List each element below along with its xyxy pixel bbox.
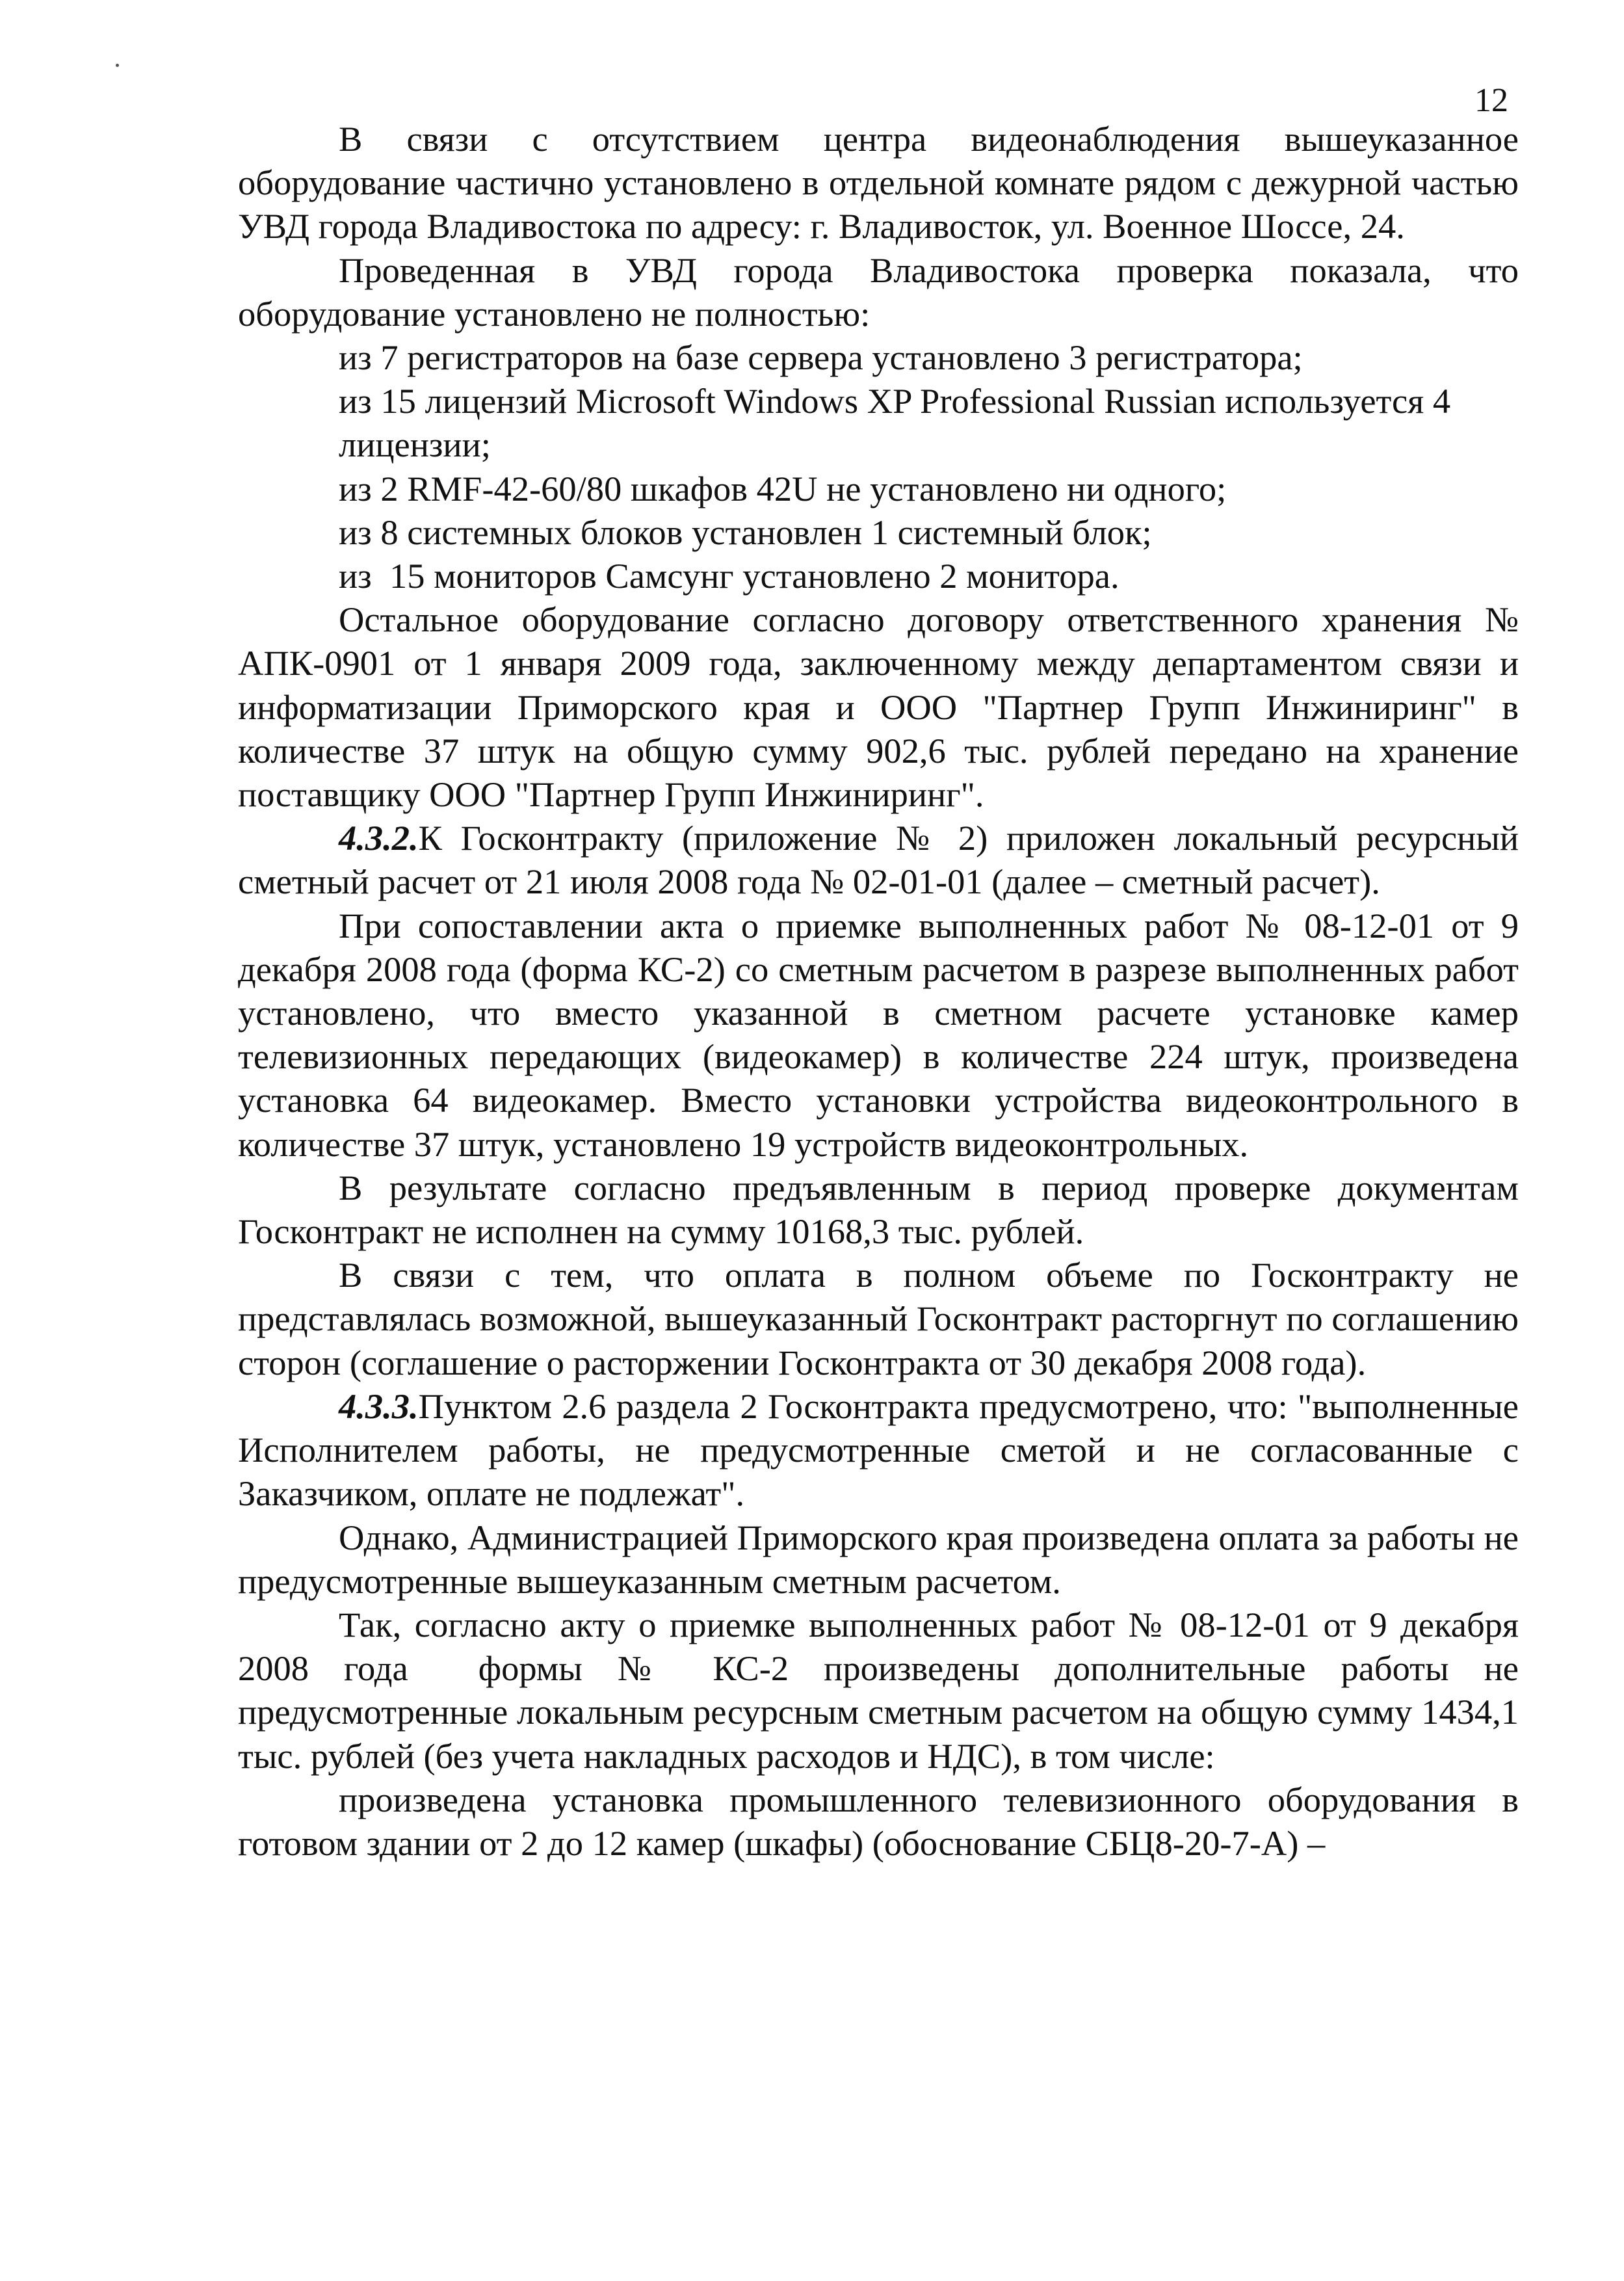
paragraph-inspection-result: Проведенная в УВД города Владивостока проверка показала, что оборудование установлено не полностью: xyxy=(238,250,1519,334)
page-number: 12 xyxy=(1474,82,1508,119)
list-item: из 7 регистраторов на базе сервера установлено 3 регистратора; xyxy=(339,337,1303,378)
section-4-3-3 xyxy=(238,1384,1519,1516)
paragraph-installation: произведена установка промышленного телевизионного оборудования в готовом здании от 2 до 12 камер (шкафы) (обоснование СБЦ8-20-7-А) – xyxy=(238,1779,1519,1863)
section-text: Пунктом 2.6 раздела 2 Госконтракта предусмотрено, что: "выполненные Исполнителем работы, не предусмотренные сметой и не согласованные с Заказчиком, оплате не подлежат". xyxy=(238,1386,1519,1514)
section-text: К Госконтракту (приложение № 2) приложен локальный ресурсный сметный расчет от 21 июля 2008 года № 02-01-01 (далее – сметный расчет). xyxy=(238,818,1519,902)
list-item: из 15 лицензий Microsoft Windows XP Professional Russian используется 4 лицензии; xyxy=(339,381,1451,465)
section-number: 4.3.2. xyxy=(339,818,419,858)
equipment-list xyxy=(238,336,1519,598)
paragraph-additional-works: Так, согласно акту о приемке выполненных работ № 08-12-01 от 9 декабря 2008 года формы № КС-2 произведены дополнительные работы не предусмотренные локальным ресурсным сметным расчетом на общую сумму 1434,1 тыс. рублей (без учета накладных расходов и НДС), в том числе: xyxy=(238,1604,1528,1776)
section-number: 4.3.3. xyxy=(339,1386,419,1426)
paragraph-result: В результате согласно предъявленным в период проверке документам Госконтракт не исполнен на сумму 10168,3 тыс. рублей. xyxy=(238,1167,1519,1252)
paragraph-payment: Однако, Администрацией Приморского края произведена оплата за работы не предусмотренные вышеуказанным сметным расчетом. xyxy=(238,1517,1519,1601)
paragraph-equipment-location: В связи с отсутствием центра видеонаблюдения вышеуказанное оборудование частично установлено в отдельной комнате рядом с дежурной частью УВД города Владивостока по адресу: г. Владивосток, ул. Военное Шоссе, 24. xyxy=(238,119,1519,246)
list-item: из 8 системных блоков установлен 1 системный блок; xyxy=(339,512,1152,552)
section-4-3-2 xyxy=(238,816,1519,903)
paragraph-comparison: При сопоставлении акта о приемке выполненных работ № 08-12-01 от 9 декабря 2008 года (форма КС-2) со сметным расчетом в разрезе выполненных работ установлено, что вместо указанной в сметном расчете установке камер телевизионных передающих (видеокамер) в количестве 224 штук, произведена установка 64 видеокамер. Вместо установки устройства видеоконтрольного в количестве 37 штук, установлено 19 устройств видеоконтрольных. xyxy=(238,905,1519,1164)
list-item: из 15 мониторов Самсунг установлено 2 монитора. xyxy=(339,556,1120,596)
paragraph-termination: В связи с тем, что оплата в полном объеме по Госконтракту не представлялась возможной, вышеуказанный Госконтракт расторгнут по соглашению сторон (соглашение о расторжении Госконтракта от 30 декабря 2008 года). xyxy=(238,1255,1519,1382)
document-body xyxy=(238,117,1528,1865)
paragraph-remaining-equipment: Остальное оборудование согласно договору ответственного хранения № АПК-0901 от 1 января 2009 года, заключенному между департаментом связи и информатизации Приморского края и ООО "Партнер Групп Инжиниринг" в количестве 37 штук на общую сумму 902,6 тыс. рублей передано на хранение поставщику ООО "Партнер Групп Инжиниринг". xyxy=(238,600,1519,815)
list-item: из 2 RMF-42-60/80 шкафов 42U не установлено ни одного; xyxy=(339,468,1227,508)
scan-speck xyxy=(116,64,119,67)
